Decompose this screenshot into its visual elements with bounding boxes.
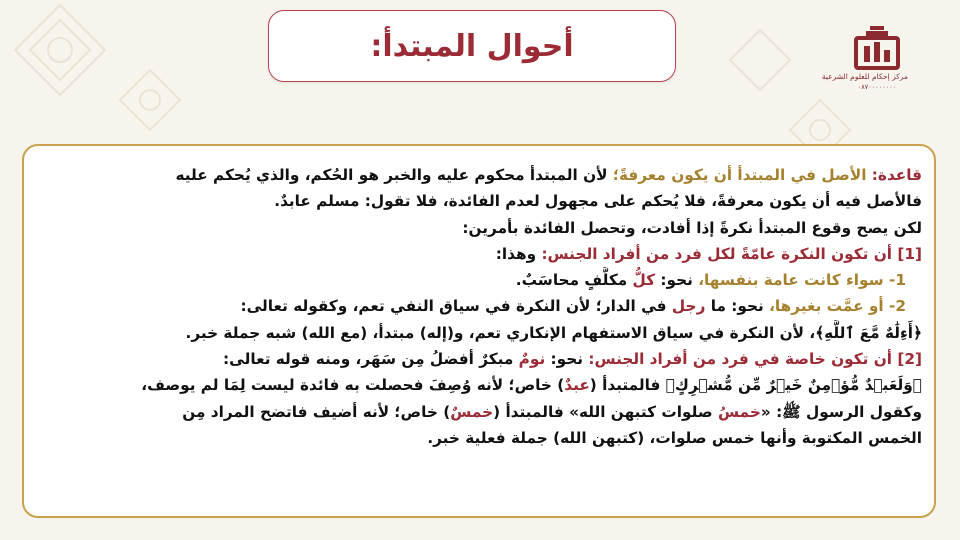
line-5	[36, 267, 922, 293]
line-10-text: وكقول الرسول ﷺ: «	[760, 402, 922, 421]
line-10-rest: ) خاص؛ لأنه أضيف فاتضح المراد مِن	[182, 402, 451, 421]
line-7	[36, 320, 922, 346]
example-word: خمسٌ	[450, 402, 494, 421]
example-word: خمسُ	[717, 402, 761, 421]
line-8-text: نحو:	[545, 350, 589, 369]
condition-1-heading: [1] أن تكون النكرة عامّةً لكل فرد من أفراد الجنس:	[541, 244, 922, 263]
example-word: كلُّ	[632, 271, 656, 290]
page-title: أحوال المبتدأ:	[370, 28, 574, 64]
content-box	[22, 144, 936, 518]
line-4	[36, 241, 922, 267]
line-6-rest: في الدار؛ لأن النكرة في سياق النفي تعم، وكقوله تعالى:	[240, 297, 672, 316]
point-1-heading: 1- سواء كانت عامة بنفسها،	[698, 271, 906, 290]
point-2-heading: 2- أو عمَّت بغيرها،	[769, 297, 906, 316]
line-4-rest: وهذا:	[495, 244, 542, 263]
title-box	[268, 10, 676, 82]
example-word: نومٌ	[518, 350, 546, 369]
logo-subtitle: مركز إحكام للعلوم الشرعية	[821, 72, 908, 81]
logo-mark-icon	[852, 26, 902, 70]
line-10	[36, 399, 922, 425]
line-7-text: ﴿أَءِلَٰهٌ مَّعَ ٱللَّهِ﴾، لأن النكرة في سياق الاستفهام الإنكاري تعم، و(إله) مبتدأ، (مع الله) شبه جملة خبر.	[185, 323, 922, 342]
line-3	[36, 215, 922, 241]
example-word: عبدٌ	[564, 376, 590, 395]
example-word: رجل	[671, 297, 706, 316]
condition-2-heading: [2] أن تكون خاصة في فرد من أفراد الجنس:	[588, 350, 922, 369]
line-9-text: ﴿وَلَعَبۡدٌ مُّؤۡمِنٌ خَيۡرٌ مِّن مُّشۡرِكٍ﴾ فالمتبدأ (	[589, 376, 922, 395]
line-8-rest: مبكرٌ أفضلُ مِن سَهَر، ومنه قوله تعالى:	[222, 350, 519, 369]
logo	[821, 26, 908, 96]
line-5-rest: مكلَّفٍ محاسَبٌ.	[515, 271, 633, 290]
line-6	[36, 293, 922, 319]
line-10-mid: صلوات كتبهن الله» فالمبتدأ (	[493, 402, 718, 421]
line-11	[36, 425, 922, 451]
line-9-rest: ) خاص؛ لأنه وُصِفَ فحصلت به فائدة ليست لِمَا لم يوصف،	[141, 376, 565, 395]
line-11-text: الخمس المكتوبة وأنها خمس صلوات، (كتبهن الله) جملة فعلية خبر.	[427, 428, 922, 447]
line-1-rest: لأن المبتدأ محكوم عليه والخبر هو الحُكم، والذي يُحكم عليه	[175, 166, 613, 184]
line-1	[36, 162, 922, 188]
logo-number: ٠٨٧٠٠٠٠٠٠٠٠	[857, 83, 897, 91]
line-8	[36, 346, 922, 372]
line-2	[36, 188, 922, 214]
line-6-text: نحو: ما	[705, 297, 770, 316]
rule-label: قاعدة:	[871, 166, 922, 184]
line-9	[36, 372, 922, 398]
rule-text: الأصل في المبتدأ أن يكون معرفةً؛	[612, 166, 872, 184]
line-3-text: لكن يصح وقوع المبتدأ نكرةً إذا أفادت، وتحصل الفائدة بأمرين:	[462, 218, 922, 237]
line-2-text: فالأصل فيه أن يكون معرفةً، فلا يُحكم على مجهول لعدم الفائدة، فلا تقول: مسلم عابدٌ.	[274, 192, 922, 211]
line-5-text: نحو:	[655, 271, 699, 290]
